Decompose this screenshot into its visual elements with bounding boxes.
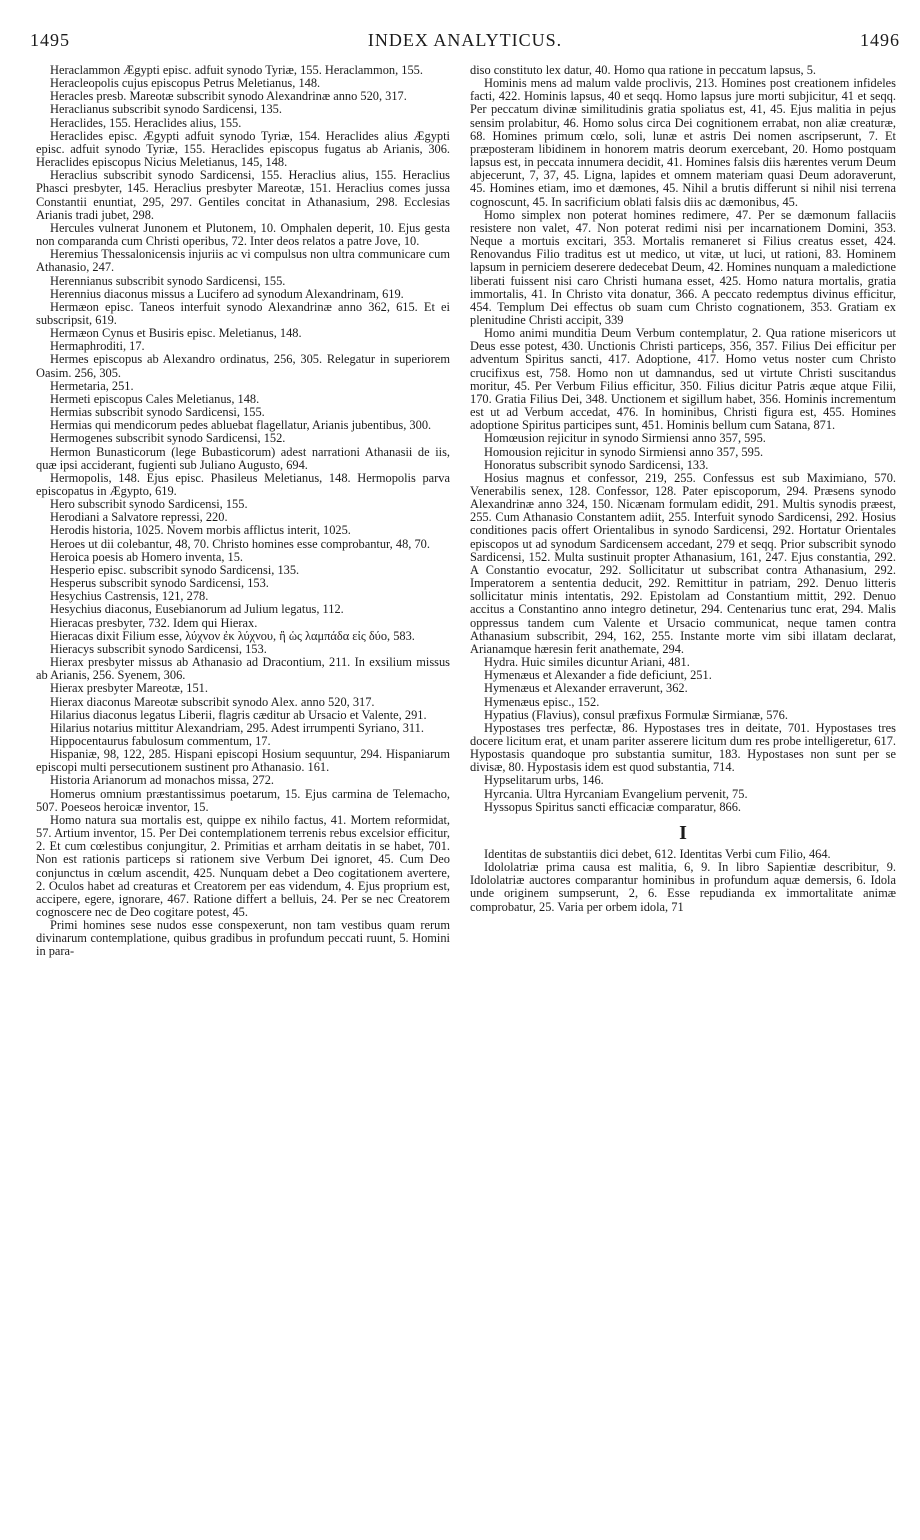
- index-entry: Hymenæus episc., 152.: [484, 694, 600, 709]
- running-title: INDEX ANALYTICUS.: [367, 30, 563, 50]
- section-letter-heading: I: [679, 821, 687, 844]
- index-entry: Hesychius Castrensis, 121, 278.: [50, 589, 209, 604]
- index-entry: Hypselitarum urbs, 146.: [484, 773, 604, 788]
- index-entry: Hypostases tres perfectæ, 86. Hypostases tres in deitate, 701. Hypostases tres docere licitum erat, et unam pariter asserere licitum dum res probe intelligeretur, 617. Hypostasis quandoque pro substantia sumitur, 183. Hypostases non sunt per se divisæ, 80. Hypostasis idem est quod substantia, 714.: [470, 720, 896, 775]
- index-entry: Idololatriæ prima causa est malitia, 6, 9. In libro Sapientiæ describitur, 9. Idololatriæ auctores comparantur hominibus in profundum aquæ demersis, 6. Idola unde originem sumpserunt, 2, 6. Esse repudianda ex immortalitate animæ comprobatur, 25. Varia per orbem idola, 71: [470, 860, 896, 914]
- index-entry: Hercules vulnerat Junonem et Plutonem, 10. Omphalen deperit, 10. Ejus gesta non comparanda cum Christi operibus, 72. Inter deos relatos a patre Jove, 10.: [36, 220, 450, 249]
- index-entry: Herodiani a Salvatore repressi, 220.: [50, 510, 228, 525]
- index-entry: Hesperio episc. subscribit synodo Sardicensi, 135.: [50, 562, 300, 577]
- page-number-right: 1496: [860, 30, 900, 50]
- right-column: [470, 64, 896, 914]
- index-entry: Hero subscribit synodo Sardicensi, 155.: [50, 497, 248, 512]
- index-entry: Heroica poesis ab Homero inventa, 15.: [50, 549, 244, 564]
- index-entry: Heracleopolis cujus episcopus Petrus Meletianus, 148.: [50, 76, 321, 91]
- index-entry: Hesperus subscribit synodo Sardicensi, 153.: [50, 576, 269, 591]
- page-number-left: 1495: [30, 30, 70, 50]
- index-entry: Hosius magnus et confessor, 219, 255. Confessus est sub Maximiano, 570. Venerabilis senex, 128. Confessor, 128. Pater episcoporum, 294. Præsens synodo Alexandrinæ anno 324, 150. Nicænam formulam edidit, 291. Multis synodis præest, 255. Cum Athanasio Constantem adiit, 255. Interfuit synodo Sardicensi, 292. Hosius conditiones pacis offert Orientalibus in synodo Sardicensi, 292. Hortatur Orientales episcopos ut ad synodum Sardicensem accedant, 279 et seqq. Prior subscribit synodo Sardicensi, 152. Multa sustinuit propter Athanasium, 161, 247. Ejus constantia, 292. A Constantio evocatur, 292. Sollicitatur ut subscribat contra Athanasium, 292. Imperatorem a sententia deducit, 292. Remittitur in patriam, 292. Denuo litteris sollicitatur minis intentatis, 292. Epistolam ad Constantium mittit, 292. Denuo accitus a Constantino anno integro detinetur, 294. Centenarius tunc erat, 294. Malis oppressus tandem cum Valente et Ursacio communicat, neque tamen contra Athanasium subscribit, 294, 162, 255. Instante morte vim sibi illatam declarat, Arianamque hæresin ferit anathemate, 294.: [470, 470, 896, 656]
- index-entry: Heraclius subscribit synodo Sardicensi, 155. Heraclius alius, 155. Heraclius Phasci presbyter, 145. Heraclius presbyter Mareotæ, 151. Heraclius comes jussa Constantii enuntiat, 295, 297. Gentiles concitat in Athanasium, 298. Ecclesias Arianis tradi jubet, 298.: [36, 168, 450, 222]
- index-entry: Hieracas dixit Filium esse, λύχνον ἐκ λύχνου, ἢ ὡς λαμπάδα εἰς δύο, 583.: [50, 628, 415, 643]
- index-entry: Hilarius diaconus legatus Liberii, flagris cæditur ab Ursacio et Valente, 291.: [50, 707, 427, 722]
- index-entry: Hermeti episcopus Cales Meletianus, 148.: [50, 391, 260, 406]
- index-entry: Historia Arianorum ad monachos missa, 272.: [50, 773, 275, 788]
- index-entry: Herennianus subscribit synodo Sardicensi, 155.: [50, 273, 286, 288]
- index-entry: Heraclammon Ægypti episc. adfuit synodo Tyriæ, 155. Heraclammon, 155.: [50, 63, 423, 77]
- index-entry: Hermæon episc. Taneos interfuit synodo Alexandrinæ anno 362, 615. Et ei subscripsit, 619.: [36, 299, 450, 327]
- index-entry: Hermaphroditi, 17.: [50, 339, 145, 354]
- index-entry: Hippocentaurus fabulosum commentum, 17.: [50, 733, 271, 748]
- index-entry: Hilarius notarius mittitur Alexandriam, 295. Adest irrumpenti Syriano, 311.: [50, 720, 424, 735]
- index-entry: Herennius diaconus missus a Lucifero ad synodum Alexandrinam, 619.: [50, 286, 404, 301]
- index-entry: Heracles presb. Mareotæ subscribit synodo Alexandrinæ anno 520, 317.: [50, 89, 407, 104]
- index-entry: Primi homines sese nudos esse conspexerunt, non tam vestibus quam rerum divinarum contemplatione, quibus gradibus in profundum peccati ruunt, 5. Homini in para-: [36, 918, 450, 959]
- left-column: [36, 64, 450, 959]
- index-entry: Hyssopus Spiritus sancti efficaciæ comparatur, 866.: [484, 799, 742, 814]
- index-entry: Homo natura sua mortalis est, quippe ex nihilo factus, 41. Mortem reformidat, 57. Artium inventor, 15. Per Dei contemplationem terrenis rebus excelsior efficitur, 2. Et cum cœlestibus conjungitur, 2. Primitias et arrham deitatis in se habet, 701. Non est rationis particeps si rationem sive Verbum Dei ignoret, 45. Cum Deo conjunctus in cœlum ascendit, 425. Nunquam debet a Deo cogitationem avertere, 2. Oculos habet ad creaturas et Creatorem per eas videndum, 4. Ejus proprium est, accipere, egere, ignorare, 467. Ratione differt a belluis, 24. Per se nec Creatorem cognoscere nec de Deo cogitare potest, 45.: [36, 812, 450, 919]
- index-entry: Hierax diaconus Mareotæ subscribit synodo Alex. anno 520, 317.: [50, 694, 375, 709]
- index-entry-continued: diso constituto lex datur, 40. Homo qua ratione in peccatum lapsus, 5.: [470, 63, 817, 77]
- index-entry: Homo simplex non poterat homines redimere, 47. Per se dæmonum fallaciis resistere non valet, 47. Non poterat redimi nisi per incarnationem Domini, 353. Neque a mortuis excitari, 353. Mortalis remaneret si Filius creatus esset, 424. Renovandus Filio traditus est ut medico, ut vitæ, ut luci, ut rationi, 83. Hominem lapsum in perniciem deserere dedecebat Deum, 42. Homines nunquam a maledictione liberati fuissent nisi caro Christi humana esset, 425. Homo natura mortalis, gratia immortalis, 41. In Christo vita donatur, 366. A peccato redemptus divinus efficitur, 454. Templum Dei effectus ob suam cum Christo cognationem, 353. Gratiam ex plenitudine Christi accipit, 339: [470, 207, 896, 327]
- index-entry: Hominis mens ad malum valde proclivis, 213. Homines post creationem infideles facti, 422. Hominis lapsus, 40 et seqq. Homo lapsus jure morti subjicitur, 41 et seqq. Per peccatum divinæ similitudinis gratia spoliatus est, 41, 45. Ejus malitia in pejus sensim prolabitur, 46. Homo solus circa Dei cognitionem errabat, non aliæ creaturæ, 68. Homines primum cœlo, soli, lunæ et astris Dei nomen ascripserunt, 7. Et præposteram libidinem in honorem matris deorum exercebant, 20. Homo postquam lapsus est, in peccata innumera decidit, 41. Homines falsis diis hærentes verum Deum abjecerunt, 7, 37, 45. Ligna, lapides et omnem materiam quasi Deum adoraverunt, 45. Homines etiam, imo et dæmones, 45. Nihil a brutis differunt si nihil nisi terrena cognoscunt, 45. In sacrificium oblati falsis diis ac dæmonibus, 45.: [470, 76, 896, 209]
- index-entry: Heroes ut dii colebantur, 48, 70. Christo homines esse comprobantur, 48, 70.: [50, 536, 430, 551]
- index-entry: Hesychius diaconus, Eusebianorum ad Julium legatus, 112.: [50, 602, 344, 617]
- index-entry: Hermes episcopus ab Alexandro ordinatus, 256, 305. Relegatur in superiorem Oasim. 256, 305.: [36, 352, 450, 380]
- index-entry: Hyrcania. Ultra Hyrcaniam Evangelium pervenit, 75.: [484, 786, 748, 801]
- index-entry: Hieracys subscribit synodo Sardicensi, 153.: [50, 641, 267, 656]
- index-entry: Homerus omnium præstantissimus poetarum, 15. Ejus carmina de Telemacho, 507. Poeseos heroicæ inventor, 15.: [36, 786, 450, 814]
- index-entry: Hermogenes subscribit synodo Sardicensi, 152.: [50, 431, 286, 446]
- index-entry: Homousion rejicitur in synodo Sirmiensi anno 357, 595.: [484, 444, 764, 459]
- index-entry: Herodis historia, 1025. Novem morbis afflictus interit, 1025.: [50, 523, 351, 538]
- index-entry: Hermon Bunasticorum (lege Bubasticorum) adest narrationi Athanasii de iis, quæ ipsi acciderant, fugienti sub Juliano Augusto, 694.: [36, 444, 450, 472]
- index-entry: Hermopolis, 148. Ejus episc. Phasileus Meletianus, 148. Hermopolis parva episcopatus in Ægypto, 619.: [36, 470, 450, 498]
- index-entry: Hispaniæ, 98, 122, 285. Hispani episcopi Hosium sequuntur, 294. Hispaniarum episcopi multi persecutionem sustinent pro Athanasio. 161.: [36, 747, 450, 775]
- index-entry: Heraclides episc. Ægypti adfuit synodo Tyriæ, 154. Heraclides alius Ægypti episc. adfuit synodo Tyriæ, 155. Heraclides episcopus fugatus ab Arianis, 306. Heraclides episcopus Nicius Meletianus, 145, 148.: [36, 128, 450, 170]
- index-entry: Hermias qui mendicorum pedes abluebat flagellatur, Arianis jubentibus, 300.: [50, 418, 432, 433]
- index-entry: Hierax presbyter Mareotæ, 151.: [50, 681, 208, 696]
- page-header: [30, 30, 900, 56]
- index-entry: Hymenæus et Alexander a fide deficiunt, 251.: [484, 668, 712, 683]
- index-entry: Heraclides, 155. Heraclides alius, 155.: [50, 115, 242, 130]
- index-entry: Hermæon Cynus et Busiris episc. Meletianus, 148.: [50, 326, 302, 341]
- index-entry: Heremius Thessalonicensis injuriis ac vi compulsus non ultra communicare cum Athanasio, 247.: [36, 247, 450, 275]
- index-entry: Homœusion rejicitur in synodo Sirmiensi anno 357, 595.: [484, 431, 766, 446]
- index-entry: Hypatius (Flavius), consul præfixus Formulæ Sirmianæ, 576.: [484, 707, 788, 722]
- index-entry: Hermias subscribit synodo Sardicensi, 155.: [50, 405, 265, 420]
- index-entry: Honoratus subscribit synodo Sardicensi, 133.: [484, 457, 709, 472]
- index-entry: Hydra. Huic similes dicuntur Ariani, 481.: [484, 655, 690, 670]
- index-entry: Hymenæus et Alexander erraverunt, 362.: [484, 681, 688, 696]
- index-entry: Hermetaria, 251.: [50, 378, 134, 393]
- index-entry: Homo animi munditia Deum Verbum contemplatur, 2. Qua ratione misericors ut Deus esse potest, 430. Unctionis Christi particeps, 356, 357. Filius Dei efficitur per adventum Spiritus sancti, 417. Adoptione, 417. Homo vetus noster cum Christo crucifixus est, 758. Homo non ut damnandus, sed ut virtute Christi suscitandus moritur, 45. Per Verbum Filius efficitur, 350. Filius dicitur Patris æque atque Filii, 170. Gratia Filius Dei, 348. Unctionem et sigillum habet, 356. Hominis incrementum est ut ad Verbum accedat, 476. In hominibus, Christi figura est, 455. Homines adoptione Spiritus participes sunt, 451. Hominis bellum cum Satana, 871.: [470, 326, 896, 433]
- index-entry: Heraclianus subscribit synodo Sardicensi, 135.: [50, 102, 282, 117]
- index-entry: Identitas de substantiis dici debet, 612. Identitas Verbi cum Filio, 464.: [484, 846, 831, 861]
- index-entry: Hieracas presbyter, 732. Idem qui Hierax.: [50, 615, 258, 630]
- index-entry: Hierax presbyter missus ab Athanasio ad Dracontium, 211. In exsilium missus ab Arianis, 256. Syenem, 306.: [36, 655, 450, 683]
